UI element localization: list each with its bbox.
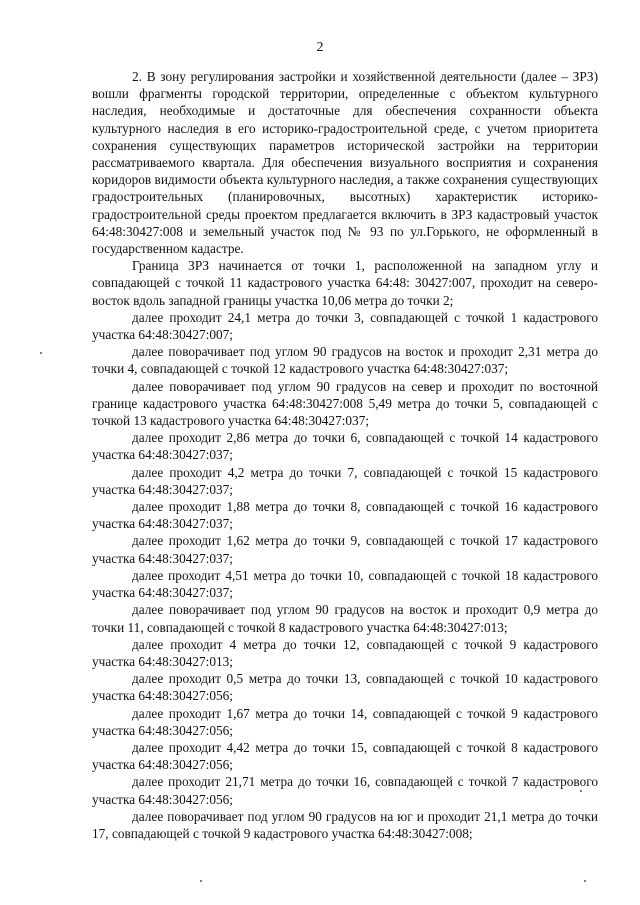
scan-speck — [580, 790, 582, 792]
paragraph-point-9: далее проходит 1,62 метра до точки 9, совпадающей с точкой 17 кадастрового участка 64:48:30427:037; — [92, 533, 598, 566]
paragraph-point-3: далее проходит 24,1 метра до точки 3, совпадающей с точкой 1 кадастрового участка 64:48:30427:007; — [92, 309, 598, 343]
paragraph-point-16: далее проходит 21,71 метра до точки 16, совпадающей с точкой 7 кадастрового участка 64:48:30427:056; — [92, 774, 598, 807]
paragraph-zrz-intro: 2. В зону регулирования застройки и хозяйственной деятельности (далее – ЗРЗ) вошли фрагменты городской территории, определенные с объектом культурного наследия, необходимые и достаточные для обеспечения сохранности объекта культурного наследия в его историко-градостроительной среде, с учетом приоритета сохранения существующих параметров исторической застройки на территории рассматриваемого квартала. Для обеспечения визуального восприятия и сохранения коридоров видимости объекта культурного наследия, а также сохранения существующих градостроительных (планировочных, высотных) характеристик историко-градостроительной среды проектом предлагается включить в ЗРЗ кадастровый участок 64:48:30427:008 и земельный участок под № 93 по ул.Горького, не оформленный в государственном кадастре. — [92, 69, 598, 257]
paragraph-point-14: далее проходит 1,67 метра до точки 14, совпадающей с точкой 9 кадастрового участка 64:48:30427:056; — [92, 705, 598, 738]
scan-speck — [584, 880, 586, 882]
paragraph-boundary-start: Граница ЗРЗ начинается от точки 1, расположенной на западном углу и совпадающей с точкой 11 кадастрового участка 64:48: 30427:007, проходит на северо-восток вдоль западной границы участка 10,06 метра до точки 2; — [92, 258, 598, 308]
page-number: 2 — [316, 40, 324, 55]
paragraph-point-7: далее проходит 4,2 метра до точки 7, совпадающей с точкой 15 кадастрового участка 64:48:30427:037; — [92, 464, 598, 497]
document-body — [92, 68, 598, 842]
scan-speck — [200, 880, 202, 882]
paragraph-point-5: далее поворачивает под углом 90 градусов на север и проходит по восточной границе кадастрового участка 64:48:30427:008 5,49 метра до точки 5, совпадающей с точкой 13 кадастрового участка 64:48:30427:037; — [92, 378, 598, 429]
paragraph-point-11: далее поворачивает под углом 90 градусов на восток и проходит 0,9 метра до точки 11, совпадающей с точкой 8 кадастрового участка 64:48:30427:013; — [92, 602, 598, 635]
paragraph-point-17: далее поворачивает под углом 90 градусов на юг и проходит 21,1 метра до точки 17, совпадающей с точкой 9 кадастрового участка 64:48:30427:008; — [92, 808, 598, 841]
paragraph-point-15: далее проходит 4,42 метра до точки 15, совпадающей с точкой 8 кадастрового участка 64:48:30427:056; — [92, 739, 598, 773]
paragraph-point-6: далее проходит 2,86 метра до точки 6, совпадающей с точкой 14 кадастрового участка 64:48:30427:037; — [92, 430, 598, 463]
paragraph-point-12: далее проходит 4 метра до точки 12, совпадающей с точкой 9 кадастрового участка 64:48:30427:013; — [92, 636, 598, 669]
paragraph-point-13: далее проходит 0,5 метра до точки 13, совпадающей с точкой 10 кадастрового участка 64:48:30427:056; — [92, 671, 598, 704]
scan-speck — [40, 352, 42, 354]
paragraph-point-10: далее проходит 4,51 метра до точки 10, совпадающей с точкой 18 кадастрового участка 64:48:30427:037; — [92, 567, 598, 601]
paragraph-point-4: далее поворачивает под углом 90 градусов на восток и проходит 2,31 метра до точки 4, совпадающей с точкой 12 кадастрового участка 64:48:30427:037; — [92, 344, 598, 377]
paragraph-point-8: далее проходит 1,88 метра до точки 8, совпадающей с точкой 16 кадастрового участка 64:48:30427:037; — [92, 499, 598, 532]
